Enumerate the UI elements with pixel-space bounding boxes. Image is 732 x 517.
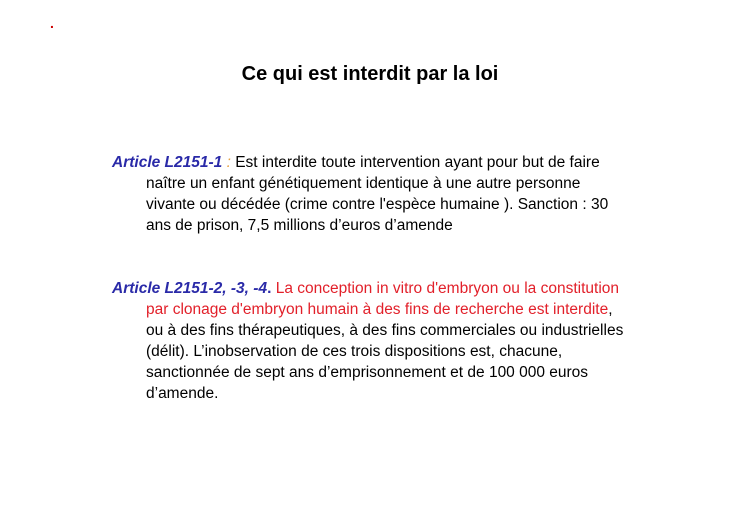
article-separator: . — [267, 280, 272, 297]
article-paragraph — [112, 152, 632, 236]
article-reference: Article L2151-2, -3, -4 — [112, 280, 268, 297]
article-reference: Article L2151-1 — [112, 154, 223, 171]
corner-mark: . — [50, 15, 54, 31]
article-highlighted-text: La conception in vitro d'embryon ou la constitution par clonage d'embryon humain à des fins de recherche est interdite — [146, 280, 619, 318]
article-text: , ou à des fins thérapeutiques, à des fins commerciales ou industrielles (délit). L’inobservation de ces trois dispositions est, chacune, sanctionnée de sept ans d’emprisonnement et de 100 000 euros d’amende. — [146, 301, 624, 402]
article-paragraph — [112, 278, 632, 404]
article-l2151-2-3-4 — [112, 278, 632, 404]
article-text: Est interdite toute intervention ayant pour but de faire naître un enfant génétiquement identique à une autre personne vivante ou décédée (crime contre l'espèce humaine ). Sanction : 30 ans de prison, 7,5 millions d’euros d’amende — [146, 154, 609, 234]
article-separator: : — [222, 154, 231, 171]
slide-title — [0, 62, 732, 86]
article-l2151-1 — [112, 152, 632, 236]
slide-title-text: Ce qui est interdit par la loi — [241, 63, 499, 85]
